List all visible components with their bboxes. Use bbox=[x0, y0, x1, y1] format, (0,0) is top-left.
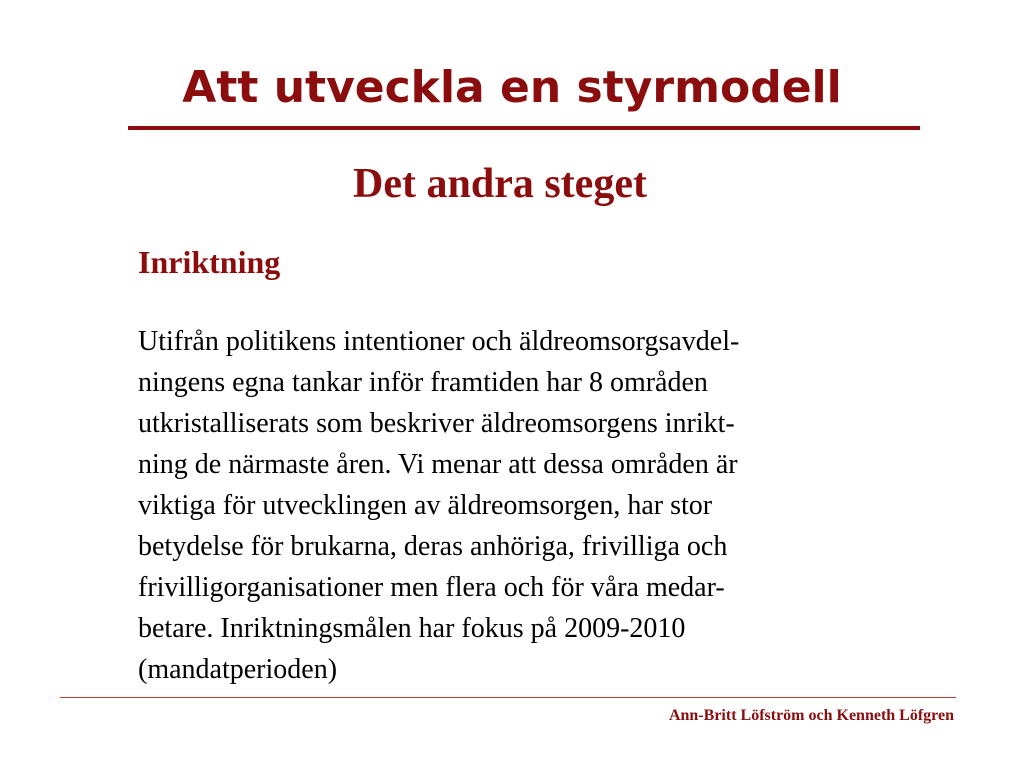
body-line: frivilligorganisationer men flera och för våra medar- bbox=[138, 572, 725, 603]
body-line: Utifrån politikens intentioner och äldreomsorgsavdel- bbox=[138, 326, 740, 357]
body-line: (mandatperioden) bbox=[138, 654, 338, 685]
slide-title: Att utveckla en styrmodell bbox=[182, 62, 842, 113]
section-heading: Inriktning bbox=[138, 244, 281, 280]
body-line: betare. Inriktningsmålen har fokus på 2009-2010 bbox=[138, 613, 686, 644]
body-line: viktiga för utvecklingen av äldreomsorgen, har stor bbox=[138, 490, 713, 521]
footer-authors: Ann-Britt Löfström och Kenneth Löfgren bbox=[668, 707, 954, 724]
body-line: utkristalliserats som beskriver äldreomsorgens inrikt- bbox=[138, 408, 735, 439]
body-line: ningens egna tankar inför framtiden har 8 områden bbox=[138, 367, 708, 398]
body-line: ning de närmaste åren. Vi menar att dessa områden är bbox=[138, 449, 738, 480]
title-underline bbox=[128, 126, 920, 130]
body-paragraph bbox=[138, 321, 918, 690]
slide-subtitle: Det andra steget bbox=[353, 161, 647, 207]
body-line: betydelse för brukarna, deras anhöriga, frivilliga och bbox=[138, 531, 728, 562]
footer-divider bbox=[60, 697, 956, 698]
